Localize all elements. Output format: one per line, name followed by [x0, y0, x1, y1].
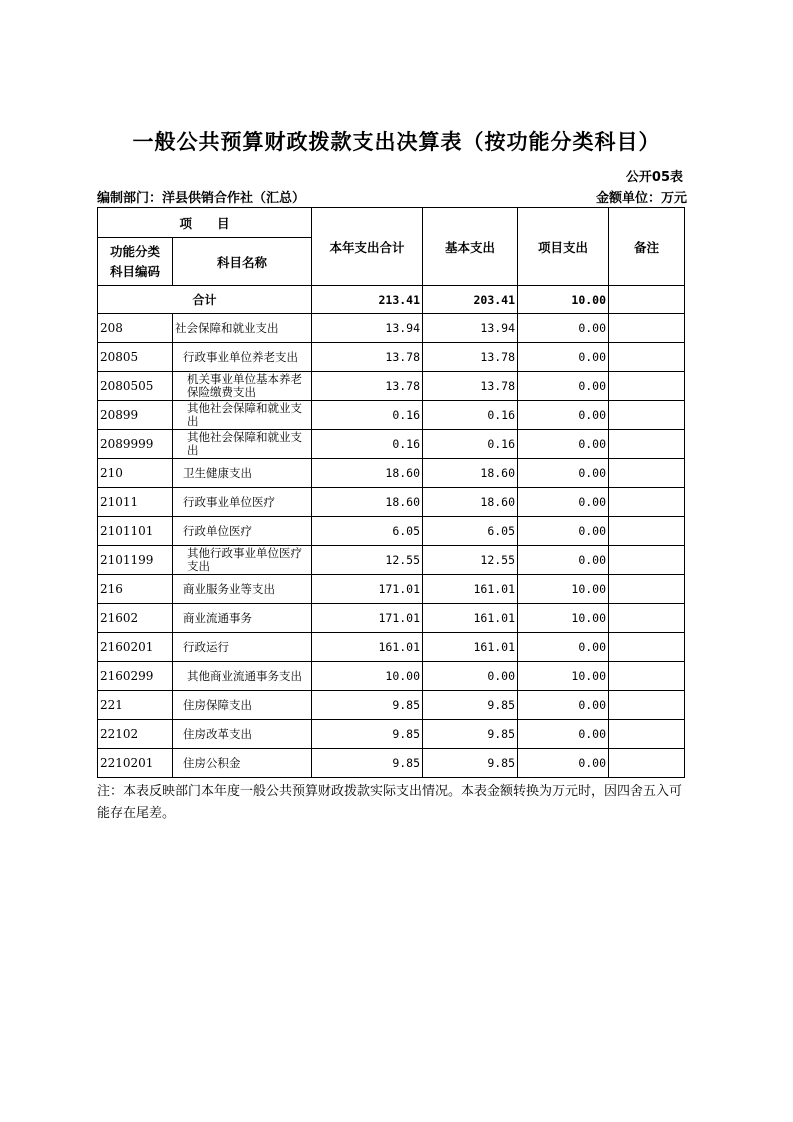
row-basic: 9.85	[423, 691, 518, 720]
table-row	[98, 720, 685, 749]
row-total: 0.16	[312, 401, 423, 430]
row-basic: 13.94	[423, 314, 518, 343]
row-project: 0.00	[518, 691, 609, 720]
footnote: 注：本表反映部门本年度一般公共预算财政拨款实际支出情况。本表金额转换为万元时，因四舍五入可能存在尾差。	[97, 784, 683, 821]
header-total: 本年支出合计	[312, 208, 423, 286]
total-row	[98, 286, 685, 314]
table-row	[98, 372, 685, 401]
row-code: 208	[98, 314, 173, 343]
row-project: 0.00	[518, 517, 609, 546]
row-project: 0.00	[518, 372, 609, 401]
row-project: 10.00	[518, 662, 609, 691]
row-code: 21602	[98, 604, 173, 633]
row-name: 商业流通事务	[173, 604, 312, 633]
row-remark	[609, 575, 685, 604]
header-project: 项目支出	[518, 208, 609, 286]
row-code: 20899	[98, 401, 173, 430]
total-total: 213.41	[312, 286, 423, 314]
row-remark	[609, 691, 685, 720]
row-project: 0.00	[518, 401, 609, 430]
row-name: 其他社会保障和就业支出	[173, 401, 312, 430]
row-total: 0.16	[312, 430, 423, 459]
row-code: 2101199	[98, 546, 173, 575]
table-row	[98, 662, 685, 691]
row-code: 2101101	[98, 517, 173, 546]
row-project: 0.00	[518, 488, 609, 517]
meta-row	[97, 187, 687, 206]
row-remark	[609, 343, 685, 372]
row-basic: 161.01	[423, 575, 518, 604]
row-code: 2210201	[98, 749, 173, 778]
header-remark: 备注	[609, 208, 685, 286]
total-remark	[609, 286, 685, 314]
row-project: 0.00	[518, 343, 609, 372]
row-name: 其他行政事业单位医疗支出	[173, 546, 312, 575]
row-total: 12.55	[312, 546, 423, 575]
row-project: 0.00	[518, 749, 609, 778]
row-name: 社会保障和就业支出	[173, 314, 312, 343]
row-total: 18.60	[312, 488, 423, 517]
row-remark	[609, 662, 685, 691]
row-remark	[609, 401, 685, 430]
row-remark	[609, 749, 685, 778]
table-row	[98, 459, 685, 488]
row-project: 0.00	[518, 720, 609, 749]
row-basic: 0.16	[423, 430, 518, 459]
row-basic: 0.16	[423, 401, 518, 430]
row-code: 2080505	[98, 372, 173, 401]
row-project: 0.00	[518, 314, 609, 343]
table-row	[98, 575, 685, 604]
header-item: 项 目	[98, 208, 312, 238]
row-name: 卫生健康支出	[173, 459, 312, 488]
row-code: 20805	[98, 343, 173, 372]
row-name: 行政事业单位养老支出	[173, 343, 312, 372]
row-name: 住房改革支出	[173, 720, 312, 749]
row-total: 6.05	[312, 517, 423, 546]
row-code: 2160299	[98, 662, 173, 691]
row-code: 221	[98, 691, 173, 720]
row-total: 13.94	[312, 314, 423, 343]
table-row	[98, 314, 685, 343]
row-code: 216	[98, 575, 173, 604]
row-basic: 161.01	[423, 604, 518, 633]
expenditure-table	[97, 207, 685, 778]
row-name: 其他商业流通事务支出	[173, 662, 312, 691]
total-basic: 203.41	[423, 286, 518, 314]
row-remark	[609, 430, 685, 459]
row-code: 210	[98, 459, 173, 488]
total-project: 10.00	[518, 286, 609, 314]
row-total: 9.85	[312, 691, 423, 720]
row-total: 13.78	[312, 343, 423, 372]
row-code: 2089999	[98, 430, 173, 459]
row-code: 2160201	[98, 633, 173, 662]
row-remark	[609, 517, 685, 546]
row-project: 0.00	[518, 546, 609, 575]
page-title: 一般公共预算财政拨款支出决算表（按功能分类科目）	[132, 130, 661, 154]
table-row	[98, 691, 685, 720]
row-basic: 13.78	[423, 343, 518, 372]
row-name: 行政运行	[173, 633, 312, 662]
row-name: 商业服务业等支出	[173, 575, 312, 604]
row-remark	[609, 546, 685, 575]
row-project: 0.00	[518, 430, 609, 459]
table-row	[98, 517, 685, 546]
row-name: 机关事业单位基本养老保险缴费支出	[173, 372, 312, 401]
header-code: 功能分类 科目编码	[98, 238, 173, 286]
row-remark	[609, 488, 685, 517]
row-basic: 6.05	[423, 517, 518, 546]
row-code: 22102	[98, 720, 173, 749]
row-project: 0.00	[518, 633, 609, 662]
row-remark	[609, 314, 685, 343]
row-basic: 9.85	[423, 749, 518, 778]
row-name: 其他社会保障和就业支出	[173, 430, 312, 459]
row-total: 10.00	[312, 662, 423, 691]
row-total: 9.85	[312, 720, 423, 749]
row-basic: 13.78	[423, 372, 518, 401]
form-number: 公开05表	[625, 170, 683, 185]
row-code: 21011	[98, 488, 173, 517]
row-basic: 0.00	[423, 662, 518, 691]
row-project: 10.00	[518, 575, 609, 604]
table-row	[98, 401, 685, 430]
row-project: 0.00	[518, 459, 609, 488]
row-total: 171.01	[312, 575, 423, 604]
row-basic: 9.85	[423, 720, 518, 749]
table-row	[98, 749, 685, 778]
row-basic: 18.60	[423, 459, 518, 488]
table-row	[98, 430, 685, 459]
row-name: 住房保障支出	[173, 691, 312, 720]
row-remark	[609, 633, 685, 662]
row-basic: 161.01	[423, 633, 518, 662]
total-label: 合计	[98, 286, 312, 314]
header-name: 科目名称	[173, 238, 312, 286]
row-total: 161.01	[312, 633, 423, 662]
department-label: 编制部门：洋县供销合作社（汇总）	[97, 191, 306, 206]
row-total: 13.78	[312, 372, 423, 401]
table-row	[98, 604, 685, 633]
row-name: 住房公积金	[173, 749, 312, 778]
row-remark	[609, 372, 685, 401]
row-name: 行政事业单位医疗	[173, 488, 312, 517]
table-row	[98, 343, 685, 372]
row-basic: 12.55	[423, 546, 518, 575]
row-total: 9.85	[312, 749, 423, 778]
row-total: 171.01	[312, 604, 423, 633]
table-row	[98, 633, 685, 662]
table-row	[98, 546, 685, 575]
table-row	[98, 488, 685, 517]
header-basic: 基本支出	[423, 208, 518, 286]
row-total: 18.60	[312, 459, 423, 488]
row-remark	[609, 459, 685, 488]
unit-label: 金额单位：万元	[595, 191, 687, 206]
row-project: 10.00	[518, 604, 609, 633]
row-name: 行政单位医疗	[173, 517, 312, 546]
row-remark	[609, 604, 685, 633]
row-remark	[609, 720, 685, 749]
row-basic: 18.60	[423, 488, 518, 517]
